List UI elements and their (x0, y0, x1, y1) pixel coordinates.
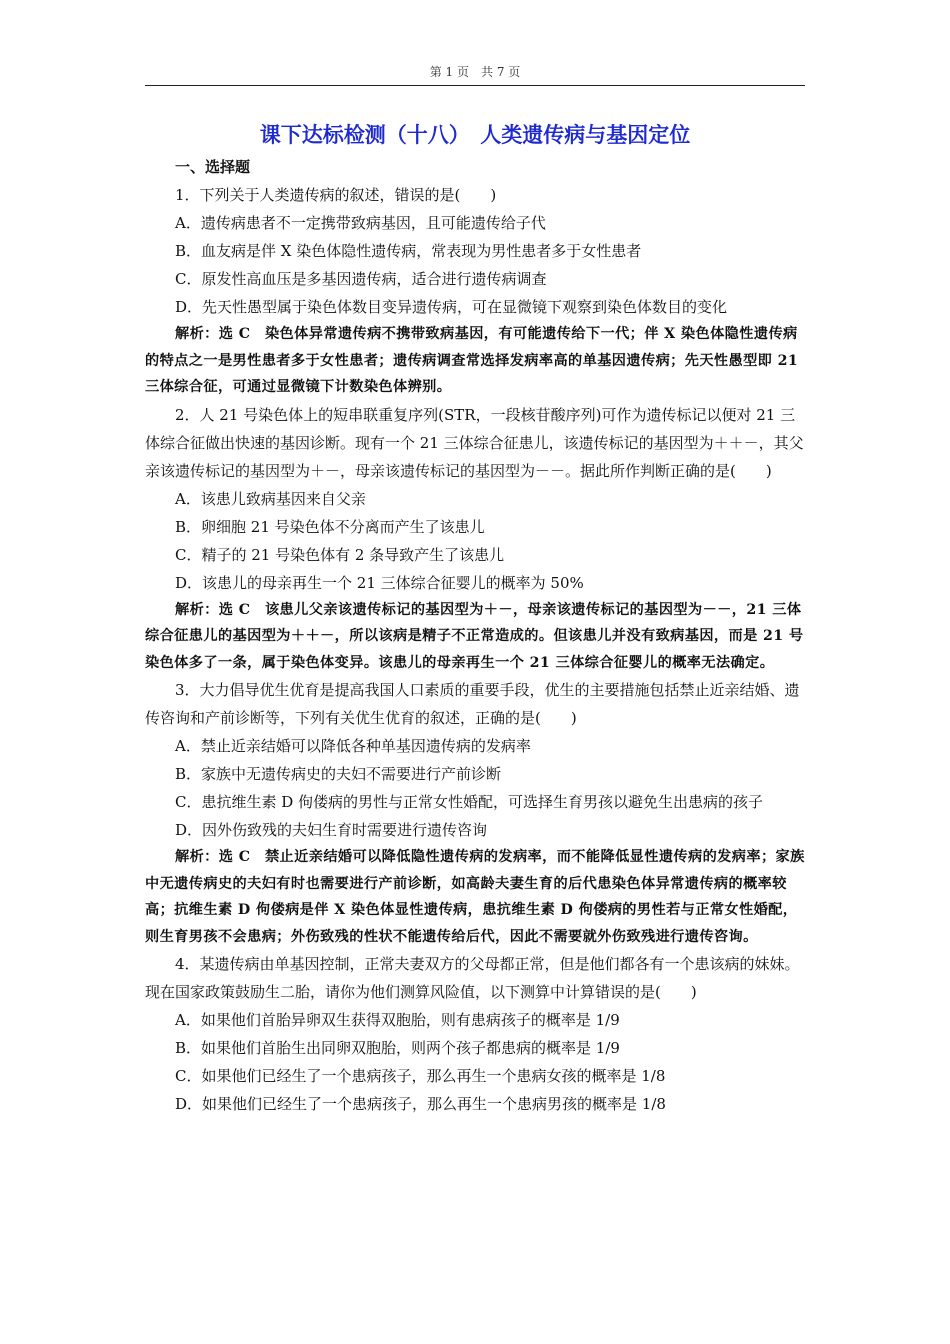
question-1-option-a: A．遗传病患者不一定携带致病基因，且可能遗传给子代 (175, 214, 546, 232)
question-3-option-d: D．因外伤致残的夫妇生育时需要进行遗传咨询 (175, 821, 488, 839)
question-1-option-c: C．原发性高血压是多基因遗传病，适合进行遗传病调查 (175, 270, 547, 288)
question-2-option-d: D．该患儿的母亲再生一个 21 三体综合征婴儿的概率为 50% (175, 573, 584, 592)
question-4-option-a: A．如果他们首胎异卵双生获得双胞胎，则有患病孩子的概率是 1/9 (175, 1011, 620, 1029)
question-2-option-a: A．该患儿致病基因来自父亲 (175, 489, 366, 508)
page-header (145, 60, 805, 86)
question-2-stem: 2．人 21 号染色体上的短串联重复序列(STR，一段核苷酸序列)可作为遗传标记以便对 21 三体综合征做出快速的基因诊断。现有一个 21 三体综合征患儿，该遗传标记的基因型为＋＋－，其父亲该遗传标记的基因型为＋－，母亲该遗传标记的基因型为－－。据此所作判断正确的是( ) (145, 405, 804, 480)
question-2-analysis (145, 597, 808, 677)
page-number: 第 1 页 共 7 页 (429, 65, 521, 79)
document-title: 课下达标检测（十八） 人类遗传病与基因定位 (259, 123, 691, 147)
question-3-stem: 3．大力倡导优生优育是提高我国人口素质的重要手段，优生的主要措施包括禁止近亲结婚、遗传咨询和产前诊断等，下列有关优生优育的叙述，正确的是( ) (145, 681, 800, 727)
analysis-text: 选 C 染色体异常遗传病不携带致病基因，有可能遗传给下一代；伴 X 染色体隐性遗传病的特点之一是男性患者多于女性患者；遗传病调查常选择发病率高的单基因遗传病；先天性愚型即 21 三体综合征，可通过显微镜下计数染色体辨别。 (145, 326, 799, 395)
question-4-option-c: C．如果他们已经生了一个患病孩子，那么再生一个患病女孩的概率是 1/8 (175, 1067, 666, 1085)
document-body (145, 153, 808, 1118)
question-1-analysis (145, 321, 808, 401)
question-2-option-c: C．精子的 21 号染色体有 2 条导致产生了该患儿 (175, 545, 505, 564)
question-4-option-d: D．如果他们已经生了一个患病孩子，那么再生一个患病男孩的概率是 1/8 (175, 1095, 666, 1113)
analysis-label: 解析： (175, 849, 219, 865)
analysis-label: 解析： (175, 601, 219, 618)
question-1-stem: 1．下列关于人类遗传病的叙述，错误的是( ) (175, 186, 497, 204)
question-1-option-d: D．先天性愚型属于染色体数目变异遗传病，可在显微镜下观察到染色体数目的变化 (175, 298, 728, 316)
question-4-stem: 4．某遗传病由单基因控制，正常夫妻双方的父母都正常，但是他们都各有一个患该病的妹妹。现在国家政策鼓励生二胎，请你为他们测算风险值，以下测算中计算错误的是( ) (145, 955, 800, 1001)
question-3-option-c: C．患抗维生素 D 佝偻病的男性与正常女性婚配，可选择生育男孩以避免生出患病的孩子 (175, 793, 764, 811)
analysis-text: 选 C 该患儿父亲该遗传标记的基因型为＋－，母亲该遗传标记的基因型为－－，21 三体综合征患儿的基因型为＋＋－，所以该病是精子不正常造成的。但该患儿并没有致病基因，而是 21 号染色体多了一条，属于染色体变异。该患儿的母亲再生一个 21 三体综合征婴儿的概率无法确定。 (145, 601, 804, 671)
analysis-text: 选 C 禁止近亲结婚可以降低隐性遗传病的发病率，而不能降低显性遗传病的发病率；家族中无遗传病史的夫妇有时也需要进行产前诊断，如高龄夫妻生育的后代患染色体异常遗传病的概率较高；抗维生素 D 佝偻病是伴 X 染色体显性遗传病，患抗维生素 D 佝偻病的男性若与正常女性婚配，则生育男孩不会患病；外伤致残的性状不能遗传给后代，因此不需要就外伤致残进行遗传咨询。 (145, 849, 805, 945)
question-4-option-b: B．如果他们首胎生出同卵双胞胎，则两个孩子都患病的概率是 1/9 (175, 1039, 620, 1057)
question-3-option-b: B．家族中无遗传病史的夫妇不需要进行产前诊断 (175, 765, 502, 783)
analysis-label: 解析： (175, 326, 219, 342)
section-heading: 一、选择题 (175, 158, 251, 176)
question-3-option-a: A．禁止近亲结婚可以降低各种单基因遗传病的发病率 (175, 737, 531, 755)
question-1-option-b: B．血友病是伴 X 染色体隐性遗传病，常表现为男性患者多于女性患者 (175, 242, 642, 260)
question-2-option-b: B．卵细胞 21 号染色体不分离而产生了该患儿 (175, 517, 485, 536)
question-3-analysis (145, 844, 808, 950)
